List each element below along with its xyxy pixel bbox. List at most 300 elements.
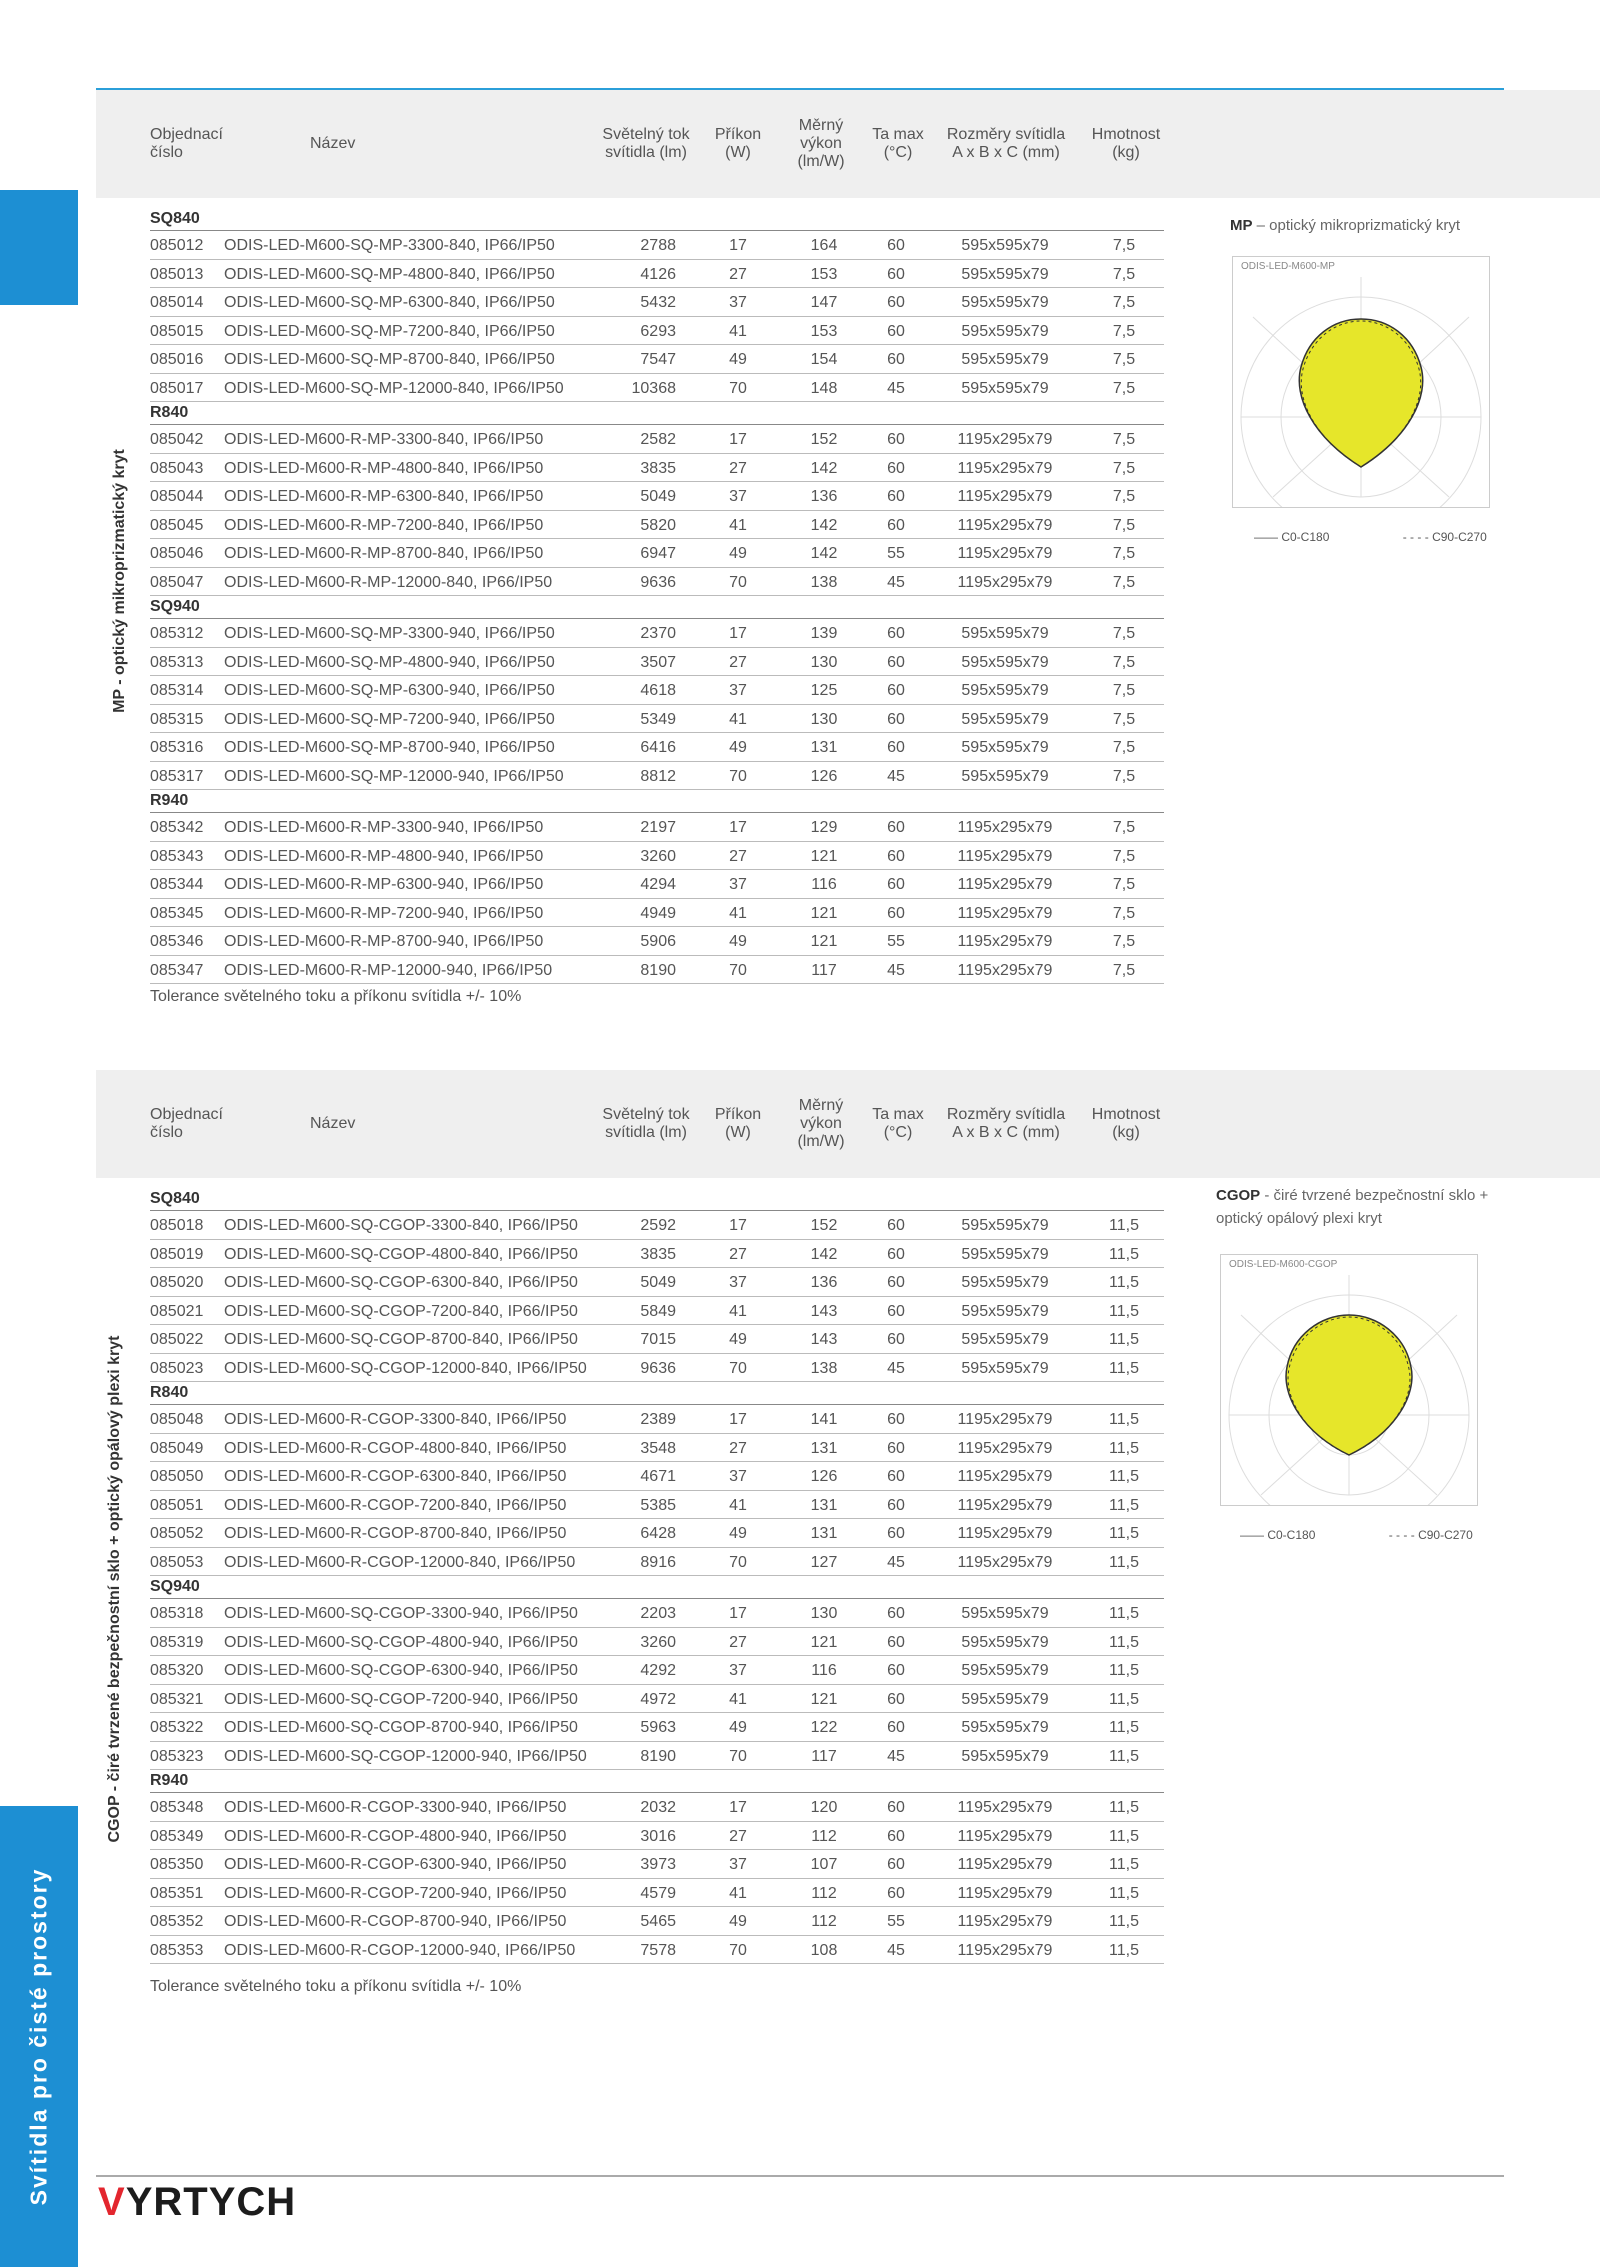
- dimensions-cell: 1195x295x79: [957, 1799, 1053, 1816]
- legend-dashed-label: C90-C270: [1432, 530, 1487, 544]
- ta-max-cell: 60: [887, 1331, 905, 1348]
- efficacy-cell: 152: [810, 431, 838, 448]
- product-name-cell: ODIS-LED-M600-SQ-CGOP-3300-840, IP66/IP50: [224, 1217, 578, 1234]
- dimensions-cell: 1195x295x79: [957, 1913, 1053, 1930]
- dimensions-cell: 1195x295x79: [957, 1468, 1053, 1485]
- order-code-cell: 085048: [150, 1411, 204, 1428]
- order-code-cell: 085316: [150, 739, 204, 756]
- table-row: [150, 425, 1164, 454]
- group-header: R940: [150, 790, 1164, 813]
- luminous-flux-cell: 5049: [640, 488, 676, 505]
- order-code-cell: 085052: [150, 1525, 204, 1542]
- product-name-cell: ODIS-LED-M600-SQ-CGOP-3300-940, IP66/IP50: [224, 1605, 578, 1622]
- order-code-cell: 085350: [150, 1856, 204, 1873]
- logo-mark: V: [98, 2180, 126, 2224]
- table-header-2: [96, 1070, 1600, 1178]
- luminous-flux-cell: 6416: [640, 739, 676, 756]
- diagram1-label: ODIS-LED-M600-MP: [1241, 261, 1335, 272]
- table-row: [150, 539, 1164, 568]
- power-cell: 27: [729, 1245, 747, 1263]
- group-header: SQ940: [150, 596, 1164, 619]
- weight-cell: 11,5: [1109, 1553, 1139, 1571]
- luminous-flux-cell: 5906: [640, 933, 676, 950]
- order-code-cell: 085051: [150, 1496, 204, 1514]
- efficacy-cell: 136: [810, 1274, 838, 1291]
- header-power: Příkon (W): [714, 1106, 762, 1141]
- power-cell: 49: [729, 1719, 747, 1736]
- product-name-cell: ODIS-LED-M600-R-CGOP-3300-940, IP66/IP50: [224, 1799, 567, 1816]
- diagram1-title-text: – optický mikroprizmatický kryt: [1252, 217, 1461, 234]
- weight-cell: 7,5: [1112, 265, 1136, 283]
- ta-max-cell: 60: [887, 1217, 905, 1234]
- order-code-cell: 085013: [150, 265, 204, 283]
- ta-max-cell: 55: [887, 933, 905, 950]
- power-cell: 37: [729, 1468, 747, 1485]
- table-row: [150, 231, 1164, 260]
- table-row: [150, 1656, 1164, 1685]
- ta-max-cell: 60: [887, 1719, 905, 1736]
- ta-max-cell: 60: [887, 653, 905, 671]
- power-cell: 17: [729, 1411, 747, 1428]
- efficacy-cell: 142: [810, 1245, 838, 1263]
- table-row: [150, 317, 1164, 346]
- weight-cell: 11,5: [1109, 1274, 1139, 1291]
- power-cell: 37: [729, 1662, 747, 1679]
- luminous-flux-cell: 8190: [640, 961, 676, 979]
- dimensions-cell: 1195x295x79: [957, 1411, 1053, 1428]
- table-row: [150, 1519, 1164, 1548]
- power-cell: 49: [729, 1525, 747, 1542]
- luminous-flux-cell: 7578: [640, 1941, 676, 1959]
- luminous-flux-cell: 3260: [640, 1633, 676, 1651]
- product-name-cell: ODIS-LED-M600-R-CGOP-12000-840, IP66/IP50: [224, 1553, 576, 1571]
- efficacy-cell: 153: [810, 265, 838, 283]
- power-cell: 41: [729, 1302, 747, 1320]
- luminous-flux-cell: 5385: [640, 1496, 676, 1514]
- ta-max-cell: 60: [887, 1633, 905, 1651]
- order-code-cell: 085050: [150, 1468, 204, 1485]
- dimensions-cell: 1195x295x79: [957, 1827, 1053, 1845]
- order-code-cell: 085047: [150, 573, 204, 591]
- power-cell: 49: [729, 933, 747, 950]
- order-code-cell: 085351: [150, 1884, 204, 1902]
- ta-max-cell: 60: [887, 1856, 905, 1873]
- power-cell: 27: [729, 1827, 747, 1845]
- order-code-cell: 085020: [150, 1274, 204, 1291]
- order-code-cell: 085313: [150, 653, 204, 671]
- table-row: [150, 1599, 1164, 1628]
- efficacy-cell: 153: [810, 322, 838, 340]
- efficacy-cell: 141: [810, 1411, 838, 1428]
- order-code-cell: 085023: [150, 1359, 204, 1377]
- table-row: [150, 511, 1164, 540]
- weight-cell: 7,5: [1112, 933, 1136, 950]
- efficacy-cell: 143: [810, 1302, 838, 1320]
- order-code-cell: 085042: [150, 431, 204, 448]
- order-code-cell: 085017: [150, 379, 204, 397]
- table-row: [150, 260, 1164, 289]
- table-row: [150, 1850, 1164, 1879]
- weight-cell: 11,5: [1109, 1302, 1139, 1320]
- weight-cell: 7,5: [1112, 573, 1136, 591]
- power-cell: 17: [729, 237, 747, 254]
- dimensions-cell: 595x595x79: [961, 294, 1049, 311]
- efficacy-cell: 112: [811, 1827, 837, 1845]
- diagram2-title-text: - čiré tvrzené bezpečnostní sklo + optický opálový plexi kryt: [1216, 1187, 1489, 1227]
- table-row: [150, 1325, 1164, 1354]
- efficacy-cell: 131: [810, 1439, 838, 1457]
- table-row: [150, 568, 1164, 597]
- table-row: [150, 1548, 1164, 1577]
- product-name-cell: ODIS-LED-M600-SQ-MP-3300-940, IP66/IP50: [224, 625, 555, 642]
- table-row: [150, 1462, 1164, 1491]
- power-cell: 70: [729, 1359, 747, 1377]
- weight-cell: 7,5: [1112, 739, 1136, 756]
- power-cell: 70: [729, 1553, 747, 1571]
- table-row: [150, 927, 1164, 956]
- weight-cell: 7,5: [1112, 961, 1136, 979]
- product-name-cell: ODIS-LED-M600-SQ-CGOP-4800-840, IP66/IP50: [224, 1245, 578, 1263]
- dimensions-cell: 595x595x79: [961, 265, 1049, 283]
- luminous-flux-cell: 4972: [640, 1690, 676, 1708]
- weight-cell: 11,5: [1109, 1799, 1139, 1816]
- ta-max-cell: 55: [887, 545, 905, 562]
- order-code-cell: 085319: [150, 1633, 204, 1651]
- product-name-cell: ODIS-LED-M600-SQ-MP-4800-940, IP66/IP50: [224, 653, 555, 671]
- section1-vertical-label: MP - optický mikroprizmatický kryt: [111, 449, 128, 713]
- efficacy-cell: 112: [811, 1913, 837, 1930]
- luminous-flux-cell: 2032: [640, 1799, 676, 1816]
- order-code-cell: 085312: [150, 625, 204, 642]
- efficacy-cell: 120: [810, 1799, 838, 1816]
- ta-max-cell: 60: [887, 1884, 905, 1902]
- efficacy-cell: 107: [810, 1856, 838, 1873]
- weight-cell: 11,5: [1109, 1884, 1139, 1902]
- product-name-cell: ODIS-LED-M600-SQ-CGOP-8700-840, IP66/IP50: [224, 1331, 578, 1348]
- product-name-cell: ODIS-LED-M600-R-CGOP-4800-940, IP66/IP50: [224, 1827, 567, 1845]
- diagram2-legend: —— C0-C180 - - - - C90-C270: [1240, 1528, 1473, 1542]
- ta-max-cell: 60: [887, 1274, 905, 1291]
- product-name-cell: ODIS-LED-M600-SQ-MP-4800-840, IP66/IP50: [224, 265, 555, 283]
- ta-max-cell: 45: [887, 1747, 905, 1765]
- order-code-cell: 085347: [150, 961, 204, 979]
- dimensions-cell: 595x595x79: [961, 1747, 1049, 1765]
- order-code-cell: 085053: [150, 1553, 204, 1571]
- ta-max-cell: 60: [887, 904, 905, 922]
- section2-vertical-label: CGOP - čiré tvrzené bezpečnostní sklo + optický opálový plexi kryt: [106, 1335, 123, 1843]
- header-power: Příkon (W): [714, 126, 762, 161]
- efficacy-cell: 138: [810, 1359, 838, 1377]
- product-name-cell: ODIS-LED-M600-R-CGOP-6300-940, IP66/IP50: [224, 1856, 567, 1873]
- dimensions-cell: 1195x295x79: [957, 819, 1053, 836]
- product-name-cell: ODIS-LED-M600-R-CGOP-3300-840, IP66/IP50: [224, 1411, 567, 1428]
- weight-cell: 11,5: [1109, 1525, 1139, 1542]
- power-cell: 70: [729, 1941, 747, 1959]
- header-flux: Světelný tok svítidla (lm): [602, 1106, 690, 1141]
- product-name-cell: ODIS-LED-M600-R-MP-12000-940, IP66/IP50: [224, 961, 553, 979]
- dimensions-cell: 1195x295x79: [957, 1856, 1053, 1873]
- order-code-cell: 085344: [150, 876, 204, 893]
- efficacy-cell: 121: [810, 1690, 838, 1708]
- power-cell: 70: [729, 767, 747, 785]
- table-row: [150, 870, 1164, 899]
- weight-cell: 11,5: [1109, 1359, 1139, 1377]
- luminous-flux-cell: 2582: [640, 431, 676, 448]
- ta-max-cell: 60: [887, 1827, 905, 1845]
- luminous-flux-cell: 5049: [640, 1274, 676, 1291]
- diagram2-polar: [1220, 1254, 1478, 1506]
- luminous-flux-cell: 2203: [640, 1605, 676, 1622]
- product-name-cell: ODIS-LED-M600-R-MP-4800-840, IP66/IP50: [224, 459, 544, 477]
- weight-cell: 7,5: [1112, 710, 1136, 728]
- luminous-flux-cell: 7015: [640, 1331, 676, 1348]
- order-code-cell: 085318: [150, 1605, 204, 1622]
- table-row: [150, 288, 1164, 317]
- luminous-flux-cell: 4126: [640, 265, 676, 283]
- power-cell: 41: [729, 516, 747, 534]
- luminous-flux-cell: 8190: [640, 1747, 676, 1765]
- luminous-flux-cell: 9636: [640, 573, 676, 591]
- diagram1-svg: [1233, 257, 1489, 507]
- weight-cell: 11,5: [1109, 1605, 1139, 1622]
- weight-cell: 7,5: [1112, 379, 1136, 397]
- ta-max-cell: 60: [887, 322, 905, 340]
- diagram1-legend: —— C0-C180 - - - - C90-C270: [1254, 530, 1487, 544]
- weight-cell: 11,5: [1109, 1245, 1139, 1263]
- dimensions-cell: 595x595x79: [961, 351, 1049, 368]
- header-code: Objednací číslo: [150, 126, 223, 161]
- efficacy-cell: 143: [810, 1331, 838, 1348]
- dimensions-cell: 595x595x79: [961, 1274, 1049, 1291]
- table-row: [150, 1907, 1164, 1936]
- product-name-cell: ODIS-LED-M600-R-MP-12000-840, IP66/IP50: [224, 573, 553, 591]
- efficacy-cell: 148: [810, 379, 838, 397]
- ta-max-cell: 45: [887, 1359, 905, 1377]
- efficacy-cell: 125: [810, 682, 838, 699]
- efficacy-cell: 138: [810, 573, 838, 591]
- order-code-cell: 085018: [150, 1217, 204, 1234]
- order-code-cell: 085046: [150, 545, 204, 562]
- order-code-cell: 085021: [150, 1302, 204, 1320]
- power-cell: 37: [729, 294, 747, 311]
- weight-cell: 7,5: [1112, 767, 1136, 785]
- table-row: [150, 1211, 1164, 1240]
- ta-max-cell: 60: [887, 682, 905, 699]
- diagram1-title: [1230, 214, 1520, 237]
- luminous-flux-cell: 3835: [640, 1245, 676, 1263]
- order-code-cell: 085049: [150, 1439, 204, 1457]
- dimensions-cell: 1195x295x79: [957, 933, 1053, 950]
- product-name-cell: ODIS-LED-M600-R-CGOP-8700-840, IP66/IP50: [224, 1525, 567, 1542]
- dimensions-cell: 595x595x79: [961, 682, 1049, 699]
- dimensions-cell: 1195x295x79: [957, 1941, 1053, 1959]
- luminous-flux-cell: 5432: [640, 294, 676, 311]
- efficacy-cell: 130: [810, 710, 838, 728]
- luminous-flux-cell: 6947: [640, 545, 676, 562]
- efficacy-cell: 142: [810, 545, 838, 562]
- weight-cell: 7,5: [1112, 653, 1136, 671]
- table-row: [150, 1434, 1164, 1463]
- product-name-cell: ODIS-LED-M600-SQ-MP-12000-940, IP66/IP50: [224, 767, 564, 785]
- power-cell: 37: [729, 1856, 747, 1873]
- dimensions-cell: 595x595x79: [961, 379, 1049, 397]
- table-row: [150, 374, 1164, 403]
- order-code-cell: 085043: [150, 459, 204, 477]
- luminous-flux-cell: 9636: [640, 1359, 676, 1377]
- dimensions-cell: 1195x295x79: [957, 1553, 1053, 1571]
- ta-max-cell: 60: [887, 819, 905, 836]
- product-name-cell: ODIS-LED-M600-SQ-MP-8700-840, IP66/IP50: [224, 351, 555, 368]
- power-cell: 49: [729, 739, 747, 756]
- diagram2-label: ODIS-LED-M600-CGOP: [1229, 1259, 1338, 1270]
- luminous-flux-cell: 4292: [640, 1662, 676, 1679]
- luminous-flux-cell: 3507: [640, 653, 676, 671]
- product-name-cell: ODIS-LED-M600-SQ-MP-6300-940, IP66/IP50: [224, 682, 555, 699]
- dimensions-cell: 595x595x79: [961, 767, 1049, 785]
- product-name-cell: ODIS-LED-M600-R-MP-7200-840, IP66/IP50: [224, 516, 544, 534]
- order-code-cell: 085045: [150, 516, 204, 534]
- tolerance-note-2: Tolerance světelného toku a příkonu svítidla +/- 10%: [150, 1978, 522, 1995]
- group-header: R840: [150, 402, 1164, 425]
- table-row: [150, 705, 1164, 734]
- power-cell: 70: [729, 573, 747, 591]
- dimensions-cell: 1195x295x79: [957, 1525, 1053, 1542]
- luminous-flux-cell: 8916: [640, 1553, 676, 1571]
- efficacy-cell: 117: [811, 961, 837, 979]
- table-row: [150, 899, 1164, 928]
- ta-max-cell: 60: [887, 1690, 905, 1708]
- order-code-cell: 085322: [150, 1719, 204, 1736]
- dimensions-cell: 595x595x79: [961, 739, 1049, 756]
- weight-cell: 7,5: [1112, 459, 1136, 477]
- power-cell: 17: [729, 1605, 747, 1622]
- luminous-flux-cell: 4949: [640, 904, 676, 922]
- ta-max-cell: 60: [887, 876, 905, 893]
- table-row: [150, 1936, 1164, 1965]
- dimensions-cell: 595x595x79: [961, 1217, 1049, 1234]
- ta-max-cell: 60: [887, 1662, 905, 1679]
- legend-solid-label: C0-C180: [1267, 1528, 1316, 1542]
- power-cell: 49: [729, 1913, 747, 1930]
- table-row: [150, 454, 1164, 483]
- table-row: [150, 1685, 1164, 1714]
- efficacy-cell: 136: [810, 488, 838, 505]
- efficacy-cell: 142: [810, 459, 838, 477]
- efficacy-cell: 131: [810, 1496, 838, 1514]
- dimensions-cell: 595x595x79: [961, 1719, 1049, 1736]
- dimensions-cell: 595x595x79: [961, 1331, 1049, 1348]
- weight-cell: 7,5: [1112, 682, 1136, 699]
- product-name-cell: ODIS-LED-M600-SQ-CGOP-7200-940, IP66/IP50: [224, 1690, 578, 1708]
- order-code-cell: 085345: [150, 904, 204, 922]
- tolerance-note-1: Tolerance světelného toku a příkonu svítidla +/- 10%: [150, 988, 522, 1005]
- order-code-cell: 085012: [150, 237, 204, 254]
- product-name-cell: ODIS-LED-M600-R-MP-6300-940, IP66/IP50: [224, 876, 544, 893]
- dimensions-cell: 595x595x79: [961, 1690, 1049, 1708]
- product-name-cell: ODIS-LED-M600-SQ-MP-7200-840, IP66/IP50: [224, 322, 555, 340]
- ta-max-cell: 45: [887, 1941, 905, 1959]
- header-efficacy: Měrný výkon (lm/W): [797, 1097, 845, 1150]
- weight-cell: 11,5: [1109, 1411, 1139, 1428]
- dimensions-cell: 1195x295x79: [957, 1496, 1053, 1514]
- weight-cell: 11,5: [1109, 1468, 1139, 1485]
- table-row: [150, 648, 1164, 677]
- weight-cell: 7,5: [1112, 847, 1136, 865]
- weight-cell: 11,5: [1109, 1719, 1139, 1736]
- product-name-cell: ODIS-LED-M600-SQ-CGOP-6300-940, IP66/IP50: [224, 1662, 578, 1679]
- luminous-flux-cell: 2788: [640, 237, 676, 254]
- weight-cell: 7,5: [1112, 904, 1136, 922]
- brand-logo: VYRTYCH: [98, 2180, 297, 2224]
- weight-cell: 7,5: [1112, 625, 1136, 642]
- efficacy-cell: 116: [811, 876, 837, 893]
- group-header: R940: [150, 1770, 1164, 1793]
- product-name-cell: ODIS-LED-M600-R-MP-3300-840, IP66/IP50: [224, 431, 544, 448]
- efficacy-cell: 139: [810, 625, 838, 642]
- weight-cell: 11,5: [1109, 1633, 1139, 1651]
- efficacy-cell: 121: [810, 1633, 838, 1651]
- product-name-cell: ODIS-LED-M600-R-CGOP-7200-840, IP66/IP50: [224, 1496, 567, 1514]
- table-row: [150, 1297, 1164, 1326]
- power-cell: 17: [729, 1799, 747, 1816]
- legend-solid-label: C0-C180: [1281, 530, 1330, 544]
- luminous-flux-cell: 2389: [640, 1411, 676, 1428]
- dimensions-cell: 595x595x79: [961, 1245, 1049, 1263]
- group-header: SQ840: [150, 1188, 1164, 1211]
- group-header: R840: [150, 1382, 1164, 1405]
- table-row: [150, 1713, 1164, 1742]
- luminous-flux-cell: 4618: [640, 682, 676, 699]
- weight-cell: 11,5: [1109, 1662, 1139, 1679]
- ta-max-cell: 60: [887, 294, 905, 311]
- power-cell: 70: [729, 1747, 747, 1765]
- header-flux: Světelný tok svítidla (lm): [602, 126, 690, 161]
- order-code-cell: 085353: [150, 1941, 204, 1959]
- ta-max-cell: 60: [887, 237, 905, 254]
- product-name-cell: ODIS-LED-M600-R-MP-8700-840, IP66/IP50: [224, 545, 544, 562]
- weight-cell: 11,5: [1109, 1331, 1139, 1348]
- efficacy-cell: 121: [810, 904, 838, 922]
- ta-max-cell: 60: [887, 516, 905, 534]
- product-name-cell: ODIS-LED-M600-SQ-MP-12000-840, IP66/IP50: [224, 379, 564, 397]
- dimensions-cell: 595x595x79: [961, 322, 1049, 340]
- weight-cell: 11,5: [1109, 1827, 1139, 1845]
- power-cell: 41: [729, 1690, 747, 1708]
- product-table-1: [150, 208, 1164, 984]
- power-cell: 27: [729, 459, 747, 477]
- table-row: [150, 1268, 1164, 1297]
- order-code-cell: 085346: [150, 933, 204, 950]
- product-name-cell: ODIS-LED-M600-R-MP-7200-940, IP66/IP50: [224, 904, 544, 922]
- power-cell: 17: [729, 819, 747, 836]
- product-table-2: [150, 1188, 1164, 1964]
- power-cell: 27: [729, 1633, 747, 1651]
- efficacy-cell: 126: [810, 1468, 838, 1485]
- dimensions-cell: 595x595x79: [961, 1605, 1049, 1622]
- order-code-cell: 085342: [150, 819, 204, 836]
- weight-cell: 7,5: [1112, 545, 1136, 562]
- table-row: [150, 1405, 1164, 1434]
- product-name-cell: ODIS-LED-M600-SQ-MP-8700-940, IP66/IP50: [224, 739, 555, 756]
- weight-cell: 11,5: [1109, 1747, 1139, 1765]
- power-cell: 37: [729, 488, 747, 505]
- product-name-cell: ODIS-LED-M600-SQ-CGOP-8700-940, IP66/IP50: [224, 1719, 578, 1736]
- efficacy-cell: 154: [810, 351, 838, 368]
- dimensions-cell: 1195x295x79: [957, 847, 1053, 865]
- dimensions-cell: 1195x295x79: [957, 431, 1053, 448]
- order-code-cell: 085315: [150, 710, 204, 728]
- ta-max-cell: 45: [887, 379, 905, 397]
